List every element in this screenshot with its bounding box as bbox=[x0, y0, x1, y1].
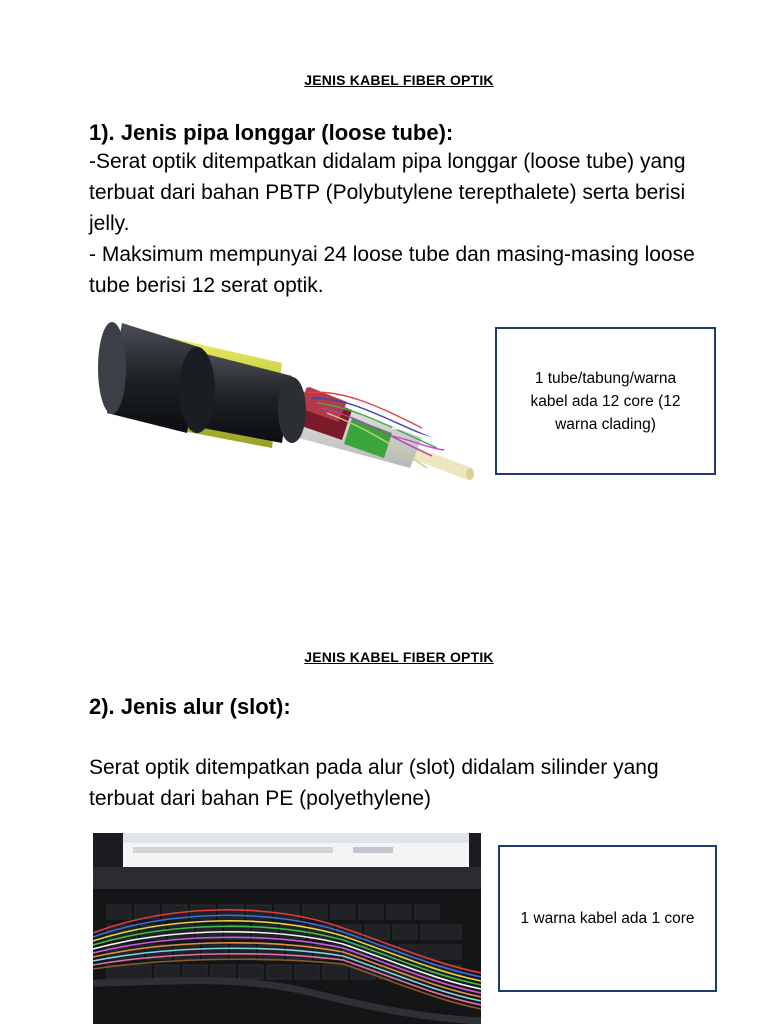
fiber-optic-cable-image bbox=[92, 318, 482, 488]
section2-note-text: 1 warna kabel ada 1 core bbox=[520, 910, 695, 927]
section1-note-box bbox=[495, 327, 716, 475]
section2-note-box bbox=[498, 845, 717, 992]
section1-line2: - Maksimum mempunyai 24 loose tube dan masing-masing loose tube berisi 12 serat optik. bbox=[89, 243, 695, 297]
section2-heading: JENIS KABEL FIBER OPTIK bbox=[304, 649, 494, 665]
laptop-with-fiber-cables-photo bbox=[93, 833, 481, 1024]
section1-heading: JENIS KABEL FIBER OPTIK bbox=[304, 72, 494, 88]
section2-title: 2). Jenis alur (slot): bbox=[89, 694, 291, 719]
section1-line1: -Serat optik ditempatkan didalam pipa longgar (loose tube) yang terbuat dari bahan PBTP (Polybutylene terepthalete) serta berisi jelly. bbox=[89, 150, 686, 235]
section1-note-text: 1 tube/tabung/warna kabel ada 12 core (12 warna clading) bbox=[530, 369, 681, 433]
fiber-optic-cable-icon bbox=[92, 318, 482, 488]
section1-paragraph bbox=[89, 146, 729, 301]
section1-title: 1). Jenis pipa longgar (loose tube): bbox=[89, 120, 454, 145]
section2-paragraph: Serat optik ditempatkan pada alur (slot) didalam silinder yang terbuat dari bahan PE (polyethylene) bbox=[89, 756, 659, 810]
laptop-photo-icon bbox=[93, 833, 481, 1024]
